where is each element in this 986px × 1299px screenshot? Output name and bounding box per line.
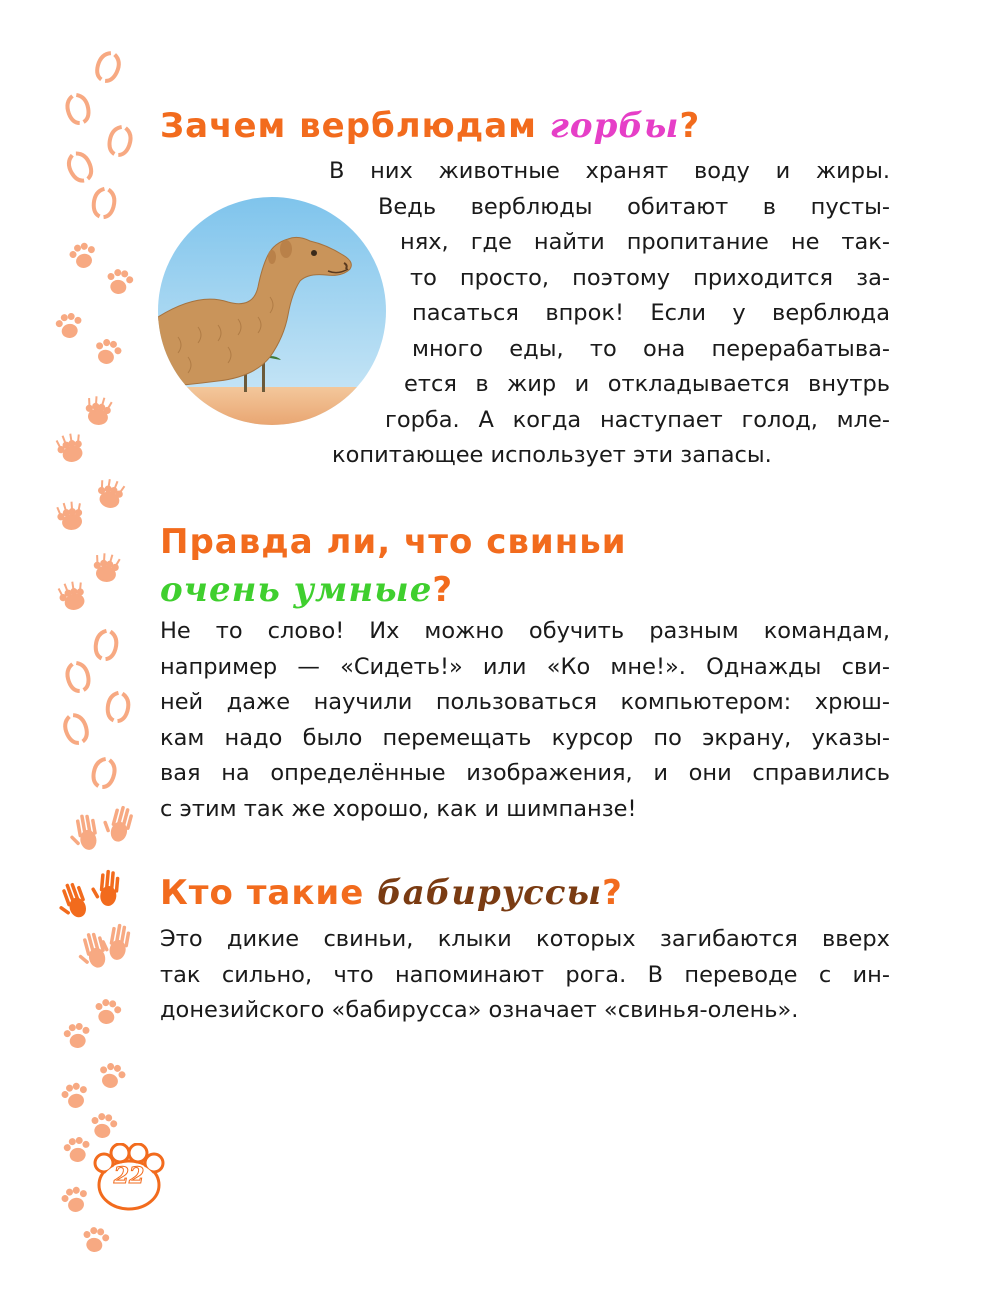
- claw-print-icon: [92, 552, 122, 584]
- heading-camels-accent: горбы: [549, 106, 680, 146]
- claw-print-icon: [96, 478, 126, 510]
- hoof-print-icon: [90, 186, 118, 220]
- hand-print-icon: [72, 812, 102, 852]
- paw-print-icon: [60, 1186, 90, 1216]
- hoof-print-icon: [106, 124, 134, 158]
- text-line: Ведь верблюды обитают в пусты-: [378, 193, 890, 220]
- heading-camels-text: Зачем верблюдам: [160, 106, 550, 146]
- text-line: Не то слово! Их можно обучить разным командам,: [160, 618, 890, 644]
- hand-print-icon: [106, 804, 136, 844]
- heading-pigs: [160, 522, 627, 610]
- text-line: пасаться впрок! Если у верблюда: [412, 300, 890, 326]
- text-line: копитающее использует эти запасы.: [332, 442, 772, 468]
- heading-babirusa-accent: бабируссы: [377, 873, 603, 913]
- paw-print-icon: [92, 338, 122, 368]
- heading-pigs-end: ?: [432, 570, 454, 610]
- heading-babirusa-end: ?: [602, 873, 623, 913]
- claw-print-icon: [84, 395, 114, 427]
- heading-camels-end: ?: [679, 106, 701, 146]
- paw-print-icon: [80, 1226, 110, 1256]
- claw-print-icon: [56, 500, 86, 532]
- paw-print-icon: [104, 268, 134, 298]
- text-line: Это дикие свиньи, клыки которых загибаются вверх: [160, 926, 890, 952]
- text-line: горба. А когда наступает голод, мле-: [385, 406, 890, 433]
- heading-babirusa: [160, 873, 623, 913]
- text-line: то просто, поэтому приходится за-: [410, 264, 890, 291]
- paw-print-icon: [68, 242, 98, 272]
- text-line: нях, где найти пропитание не так-: [400, 229, 890, 255]
- text-line: ней даже научили пользоваться компьютером: хрюш-: [160, 689, 890, 715]
- camel-paragraph: [320, 154, 890, 474]
- hand-print-icon: [60, 880, 90, 920]
- paw-print-icon: [62, 1022, 92, 1052]
- page-number-badge: [90, 1143, 168, 1215]
- paw-print-icon: [62, 1136, 92, 1166]
- hoof-print-icon: [64, 660, 92, 694]
- page-number: 22: [113, 1163, 145, 1189]
- hoof-print-icon: [66, 150, 94, 184]
- text-line: кам надо было перемещать курсор по экрану, указы-: [160, 724, 890, 751]
- claw-print-icon: [58, 580, 88, 612]
- text-line: ется в жир и откладывается внутрь: [404, 371, 890, 397]
- text-line: так сильно, что напоминают рога. В переводе с ин-: [160, 961, 890, 988]
- hoof-print-icon: [94, 50, 122, 84]
- text-line: В них животные хранят воду и жиры.: [329, 158, 890, 184]
- paw-print-icon: [96, 1062, 126, 1092]
- babirusa-paragraph: [160, 922, 890, 1029]
- heading-camels: [160, 106, 700, 146]
- hoof-print-icon: [92, 628, 120, 662]
- hoof-print-icon: [104, 690, 132, 724]
- text-line: вая на определённые изображения, и они справились: [160, 760, 890, 786]
- hoof-print-icon: [62, 712, 90, 746]
- hand-print-icon: [94, 868, 124, 908]
- claw-print-icon: [56, 432, 86, 464]
- text-line: донезийского «бабирусса» означает «свинья-олень».: [160, 997, 799, 1023]
- paw-print-icon: [92, 998, 122, 1028]
- paw-print-icon: [54, 312, 84, 342]
- hand-print-icon: [104, 922, 134, 962]
- text-line: например — «Сидеть!» или «Ко мне!». Однажды сви-: [160, 653, 890, 680]
- paw-print-icon: [60, 1082, 90, 1112]
- heading-babirusa-text: Кто такие: [160, 873, 378, 913]
- paw-print-icon: [88, 1112, 118, 1142]
- heading-pigs-accent: очень умные: [160, 570, 433, 610]
- hoof-print-icon: [64, 92, 92, 126]
- text-line: много еды, то она перерабатыва-: [412, 335, 890, 362]
- pigs-paragraph: [160, 614, 890, 827]
- hoof-print-icon: [90, 756, 118, 790]
- heading-pigs-text: Правда ли, что свиньи: [160, 522, 627, 562]
- text-line: с этим так же хорошо, как и шимпанзе!: [160, 795, 637, 822]
- animal-tracks-icon: [0, 0, 150, 1299]
